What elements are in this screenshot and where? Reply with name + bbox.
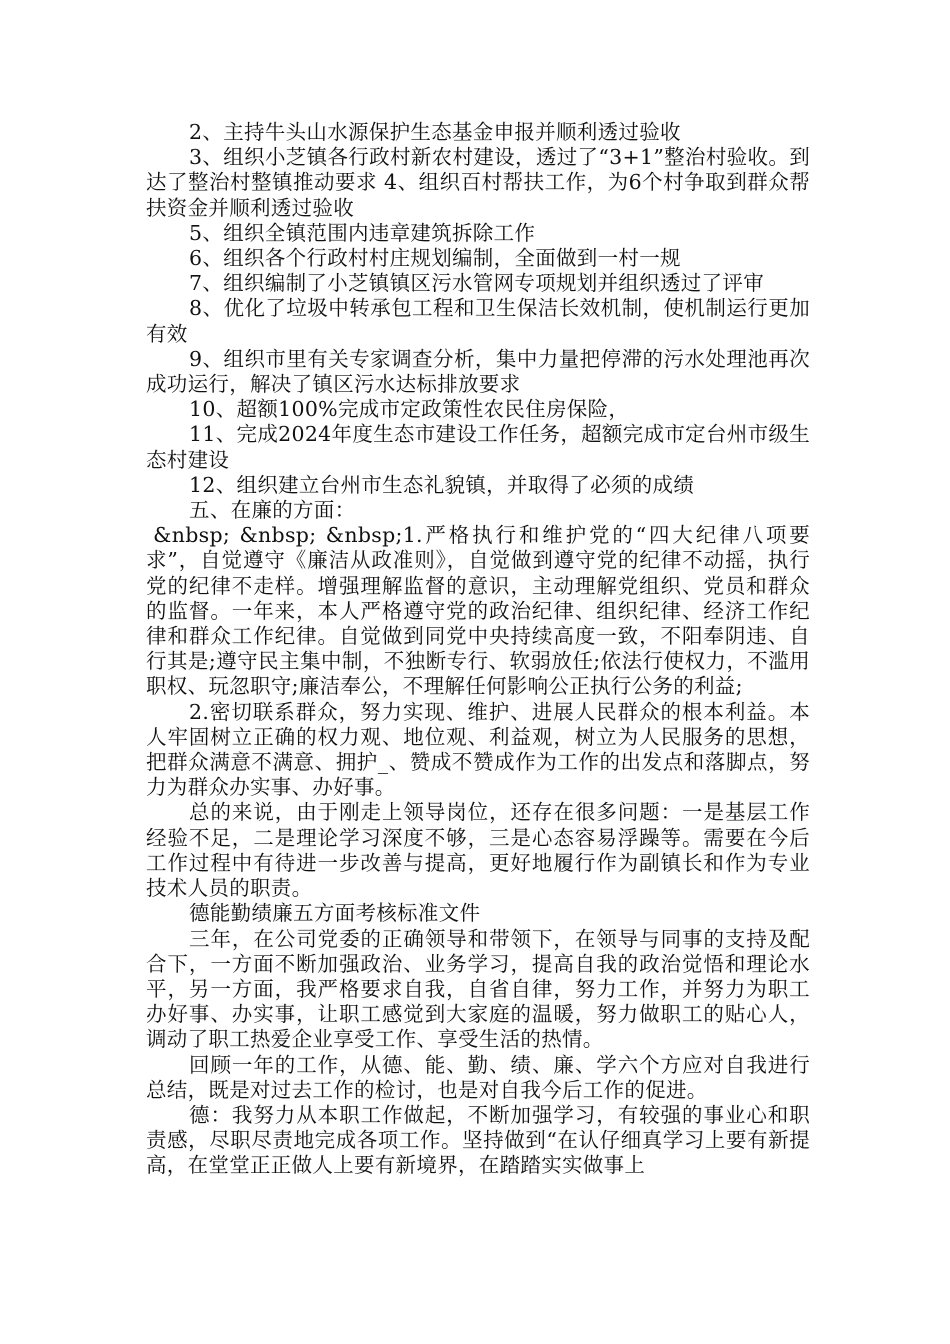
document-page bbox=[146, 120, 810, 1179]
paragraph-item-6: 6、组织各个行政村村庄规划编制，全面做到一村一规 bbox=[189, 246, 681, 271]
paragraph-item-9: 9、组织市里有关专家调查分析，集中力量把停滞的污水处理池再次成功运行，解决了镇区污水达标排放要求 bbox=[146, 346, 810, 397]
paragraph-item-10: 10、超额100%完成市定政策性农民住房保险， bbox=[189, 397, 630, 422]
paragraph-item-5: 5、组织全镇范围内违章建筑拆除工作 bbox=[189, 220, 536, 245]
paragraph-integrity-2: 2.密切联系群众，努力实现、维护、进展人民群众的根本利益。本人牢固树立正确的权力观、地位观、利益观，树立为人民服务的思想，把群众满意不满意、拥护_、赞成不赞成作为工作的出发点和落脚点，努力为群众办实事、办好事。 bbox=[146, 699, 810, 800]
section-heading-integrity: 五、在廉的方面： bbox=[189, 498, 356, 523]
paragraph-summary: 总的来说，由于刚走上领导岗位，还存在很多问题：一是基层工作经验不足，二是理论学习深度不够，三是心态容易浮躁等。需要在今后工作过程中有待进一步改善与提高，更好地履行作为副镇长和作为专业技术人员的职责。 bbox=[146, 800, 810, 901]
paragraph-integrity-1: &nbsp; &nbsp; &nbsp;1.严格执行和维护党的“四大纪律八项要求”，自觉遵守《廉洁从政准则》，自觉做到遵守党的纪律不动摇，执行党的纪律不走样。增强理解监督的意识，主动理解党组织、党员和群众的监督。一年来，本人严格遵守党的政治纪律、组织纪律、经济工作纪律和群众工作纪律。自觉做到同党中央持续高度一致，不阳奉阴违、自行其是;遵守民主集中制，不独断专行、软弱放任;依法行使权力，不滥用职权、玩忽职守;廉洁奉公，不理解任何影响公正执行公务的利益; bbox=[146, 523, 810, 699]
paragraph-item-12: 12、组织建立台州市生态礼貌镇，并取得了必须的成绩 bbox=[189, 472, 695, 497]
paragraph-review: 回顾一年的工作，从德、能、勤、绩、廉、学六个方应对自我进行总结，既是对过去工作的检讨，也是对自我今后工作的促进。 bbox=[146, 1052, 810, 1102]
paragraph-item-7: 7、组织编制了小芝镇镇区污水管网专项规划并组织透过了评审 bbox=[189, 271, 764, 296]
paragraph-virtue: 德：我努力从本职工作做起，不断加强学习，有较强的事业心和职责感，尽职尽责地完成各项工作。坚持做到“在认仔细真学习上要有新提高，在堂堂正正做人上要有新境界，在踏踏实实做事上 bbox=[146, 1102, 810, 1178]
paragraph-item-11: 11、完成2024年度生态市建设工作任务，超额完成市定台州市级生态村建设 bbox=[146, 422, 810, 472]
paragraph-item-8: 8、优化了垃圾中转承包工程和卫生保洁长效机制，使机制运行更加有效 bbox=[146, 296, 810, 346]
paragraph-intro: 三年，在公司党委的正确领导和带领下，在领导与同事的支持及配合下，一方面不断加强政治、业务学习，提高自我的政治觉悟和理论水平，另一方面，我严格要求自我，自省自律，努力工作，并努力为职工办好事、办实事，让职工感觉到大家庭的温暖，努力做职工的贴心人，调动了职工热爱企业享受工作、享受生活的热情。 bbox=[146, 926, 810, 1052]
paragraph-item-2: 2、主持牛头山水源保护生态基金申报并顺利透过验收 bbox=[189, 120, 681, 144]
document-subtitle: 德能勤绩廉五方面考核标准文件 bbox=[189, 901, 481, 926]
paragraph-item-3-4: 3、组织小芝镇各行政村新农村建设，透过了“3+1”整治村验收。到达了整治村整镇推动要求 4、组织百村帮扶工作，为6个村争取到群众帮扶资金并顺利透过验收 bbox=[146, 145, 810, 220]
